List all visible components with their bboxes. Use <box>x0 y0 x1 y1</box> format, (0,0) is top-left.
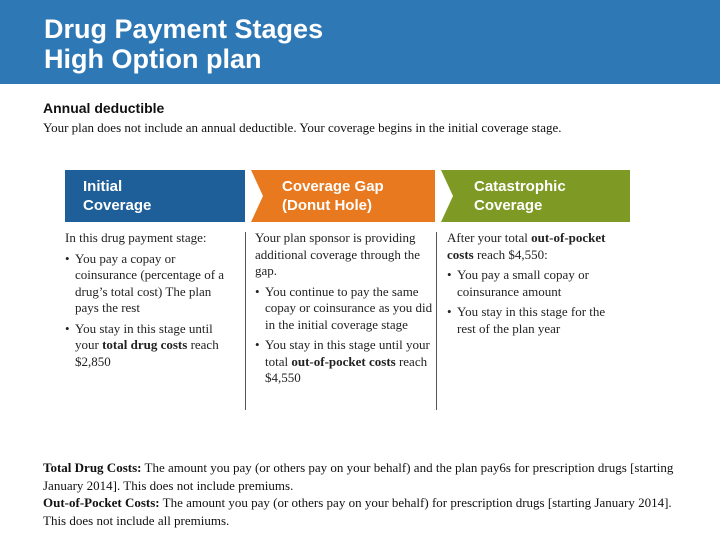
stage-3-label-line1: Catastrophic <box>474 178 566 195</box>
intro-text: reach $4,550: <box>473 246 548 262</box>
definitions <box>43 459 693 529</box>
stage-1-label <box>83 170 151 222</box>
list-item-text: You stay in this stage until your total <box>265 337 430 369</box>
list-item-text: You stay in this stage until your <box>75 320 213 352</box>
stage-1-description <box>65 230 237 374</box>
list-item: • You stay in this stage for the rest of the plan year <box>447 304 627 337</box>
title-banner <box>0 0 720 84</box>
definition-total-drug-costs <box>43 459 693 494</box>
intro-bold: out-of-pocket costs <box>447 230 606 262</box>
list-item: • You pay a small copay or coinsurance amount <box>447 267 627 300</box>
deductible-text: Your plan does not include an annual deductible. Your coverage begins in the initial coverage stage. <box>43 120 562 135</box>
list-item: • You pay a copay or coinsurance (percentage of a drug’s total cost) The plan pays the rest <box>65 251 237 317</box>
stage-1-bullets <box>65 251 237 371</box>
stage-2-intro: Your plan sponsor is providing additional coverage through the gap. <box>255 230 420 278</box>
stage-2-description <box>255 230 433 391</box>
page-title <box>44 14 323 74</box>
intro-text: After your total <box>447 230 532 245</box>
stage-1-intro: In this drug payment stage: <box>65 230 207 245</box>
list-item-bold: total drug costs <box>102 337 188 352</box>
list-item-text: reach $4,550 <box>265 353 428 385</box>
list-item <box>65 321 237 371</box>
stage-1-label-line1: Initial <box>83 178 123 195</box>
column-divider <box>436 232 437 410</box>
column-divider <box>245 232 246 410</box>
list-item: • You continue to pay the same copay or coinsurance as you did in the initial coverage stage <box>255 284 433 334</box>
stage-2-bullets <box>255 284 433 387</box>
list-item <box>255 337 433 387</box>
stage-3-label <box>474 170 566 222</box>
definition-out-of-pocket-costs <box>43 494 693 529</box>
stage-3-label-line2: Coverage <box>474 197 543 214</box>
definition-term: Out-of-Pocket Costs: <box>43 495 160 510</box>
definition-text: The amount you pay (or others pay on your behalf) and the plan pay6s for prescription drugs [starting January 2014]. This does not include premiums. <box>43 460 674 493</box>
stage-2-label <box>282 170 384 222</box>
stage-3-bullets <box>447 267 627 337</box>
stage-3-description <box>447 230 627 341</box>
stage-2-label-line1: Coverage Gap <box>282 178 384 195</box>
list-item-bold: out-of-pocket costs <box>291 353 396 369</box>
definition-text: The amount you pay (or others pay on your behalf) for prescription drugs [starting January 2014]. This does not include all premiums. <box>43 495 672 528</box>
stage-3-intro <box>447 230 627 263</box>
deductible-heading: Annual deductible <box>43 100 165 116</box>
stage-flow <box>65 170 630 222</box>
stage-2-label-line2: (Donut Hole) <box>282 197 372 214</box>
definition-term: Total Drug Costs: <box>43 460 142 475</box>
stage-1-label-line2: Coverage <box>83 197 152 214</box>
page-title-line1: Drug Payment Stages <box>44 14 324 44</box>
list-item-text: reach $2,850 <box>75 337 219 369</box>
page-title-line2: High Option plan <box>44 44 262 74</box>
